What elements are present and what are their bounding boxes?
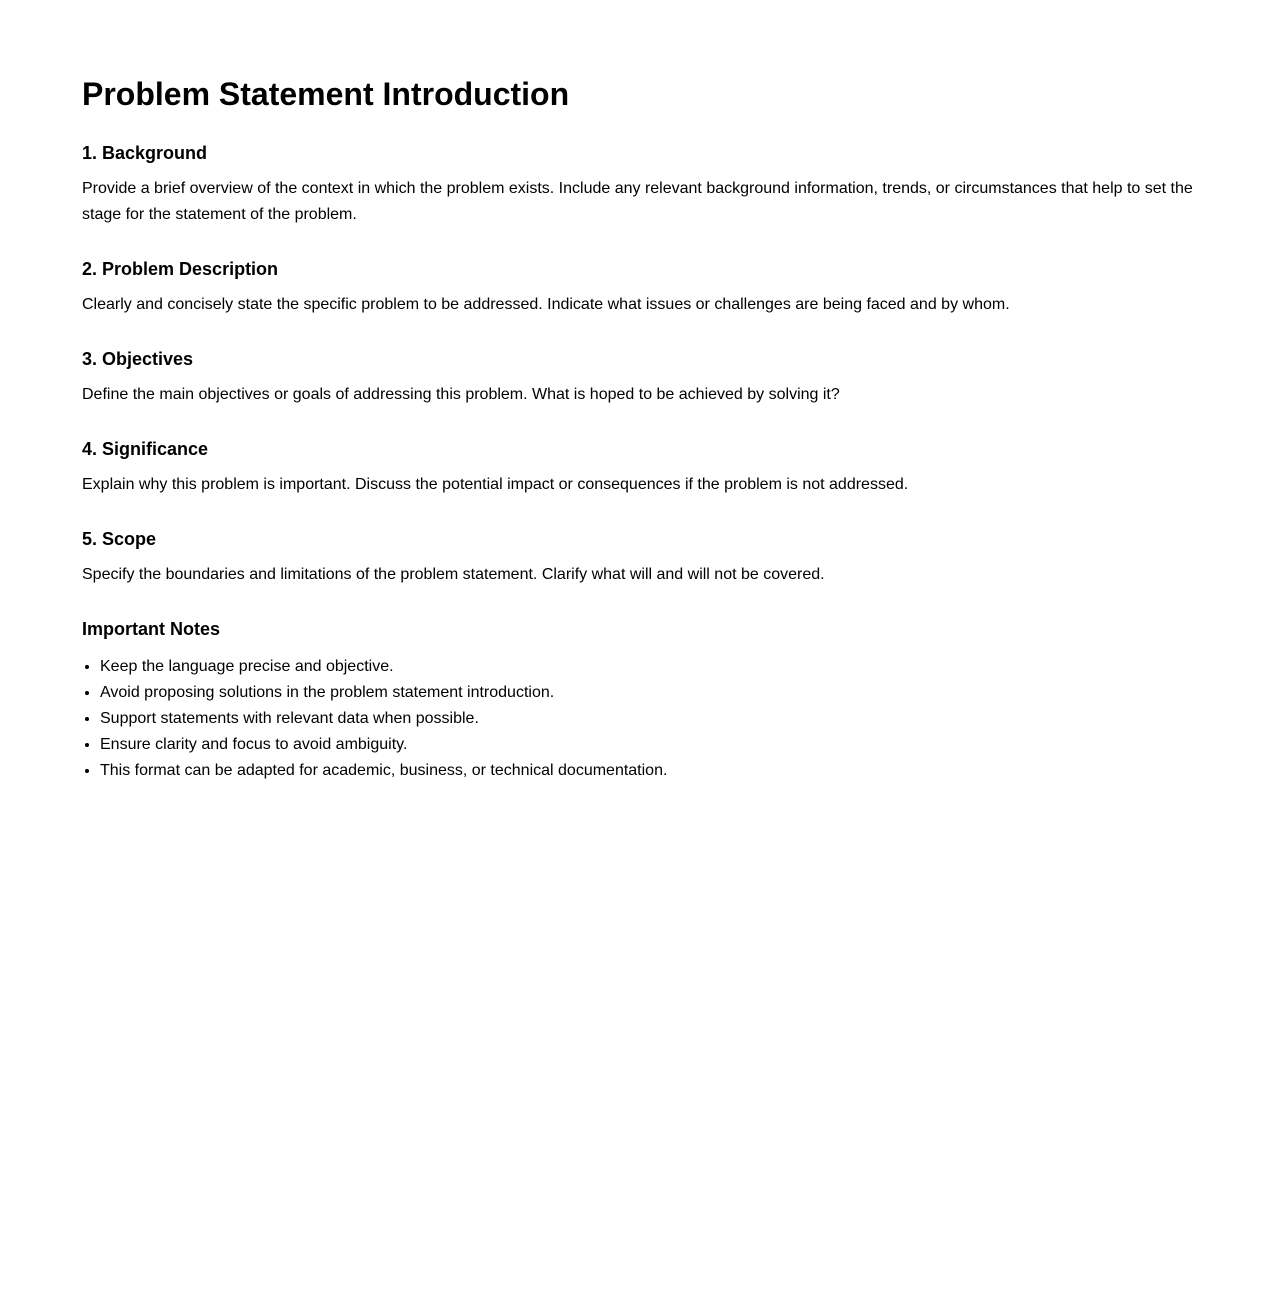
problem-description-text: Clearly and concisely state the specific problem to be addressed. Indicate what issues or challenges are being faced and by whom.	[82, 296, 1010, 313]
page-title: Problem Statement Introduction	[82, 76, 570, 112]
note-item: • Ensure clarity and focus to avoid ambiguity.	[100, 732, 1196, 758]
background-text: Provide a brief overview of the context in which the problem exists. Include any relevant background information, trends, or circumstances that help to set the stage for the statement of the problem.	[82, 180, 1193, 223]
note-item: • Avoid proposing solutions in the problem statement introduction.	[100, 680, 1196, 706]
objectives-section	[82, 348, 1196, 408]
scope-text: Specify the boundaries and limitations of the problem statement. Clarify what will and will not be covered.	[82, 566, 825, 583]
important-notes-list	[82, 654, 1196, 784]
significance-section	[82, 438, 1196, 498]
objectives-text: Define the main objectives or goals of addressing this problem. What is hoped to be achieved by solving it?	[82, 386, 840, 403]
background-heading: 1. Background	[82, 143, 208, 163]
significance-text: Explain why this problem is important. Discuss the potential impact or consequences if the problem is not addressed.	[82, 476, 909, 493]
note-item: • Keep the language precise and objective.	[100, 654, 1196, 680]
problem-description-heading: 2. Problem Description	[82, 259, 279, 279]
note-item: • Support statements with relevant data when possible.	[100, 706, 1196, 732]
objectives-heading: 3. Objectives	[82, 349, 194, 369]
important-notes-section	[82, 618, 1196, 784]
significance-heading: 4. Significance	[82, 439, 209, 459]
problem-description-section	[82, 258, 1196, 318]
important-notes-heading: Important Notes	[82, 619, 221, 639]
scope-section	[82, 528, 1196, 588]
note-item: • This format can be adapted for academic, business, or technical documentation.	[100, 758, 1196, 784]
background-section	[82, 142, 1196, 228]
scope-heading: 5. Scope	[82, 529, 157, 549]
